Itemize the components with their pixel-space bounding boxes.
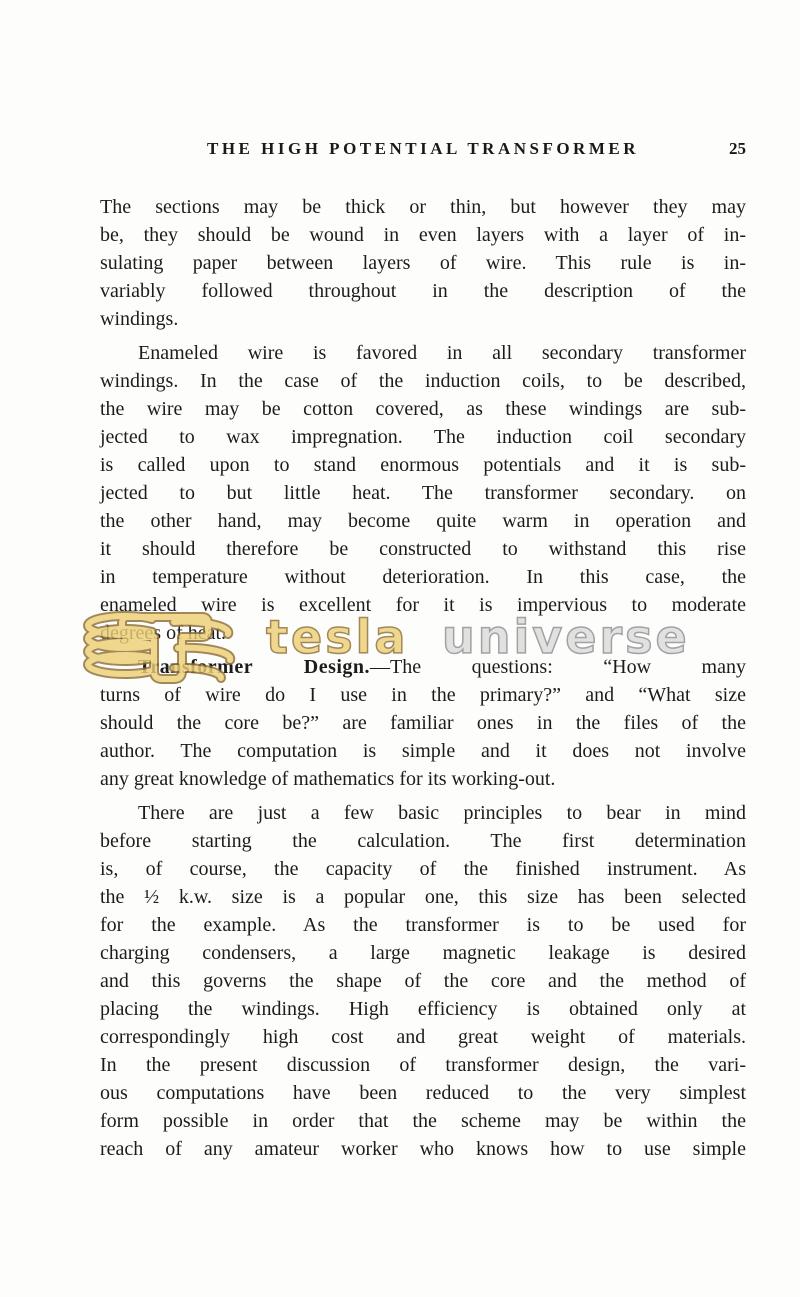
watermark-tesla-text: tesla: [266, 610, 409, 664]
text-line: The sections may be thick or thin, but however they may: [100, 196, 746, 218]
page-number: 25: [729, 139, 746, 158]
text-line: be, they should be wound in even layers with a layer of in-: [100, 224, 746, 246]
text-line: enameled wire is excellent for it is impervious to moderate: [100, 594, 746, 616]
text-line: ous computations have been reduced to the very simplest: [100, 1082, 746, 1104]
text-line: There are just a few basic principles to bear in mind: [138, 802, 746, 824]
text-line: it should therefore be constructed to withstand this rise: [100, 538, 746, 560]
text-line: jected to wax impregnation. The induction coil secondary: [100, 426, 746, 448]
text-line: is, of course, the capacity of the finished instrument. As: [100, 858, 746, 880]
text-line: placing the windings. High efficiency is obtained only at: [100, 998, 746, 1020]
text-line: jected to but little heat. The transformer secondary. on: [100, 482, 746, 504]
text-line: correspondingly high cost and great weight of materials.: [100, 1026, 746, 1048]
paragraph: [100, 193, 746, 333]
paragraph: [100, 653, 746, 793]
text-line: any great knowledge of mathematics for its working-out.: [100, 768, 556, 790]
text-line: reach of any amateur worker who knows how to use simple: [100, 1138, 746, 1160]
page-text: [100, 193, 746, 1169]
paragraph: [100, 799, 746, 1163]
text-line: Transformer Design.—The questions: “How many: [138, 656, 746, 678]
text-line: author. The computation is simple and it does not involve: [100, 740, 746, 762]
bold-lead: Transformer Design.: [138, 656, 371, 678]
text-line: turns of wire do I use in the primary?” and “What size: [100, 684, 746, 706]
text-line: the other hand, may become quite warm in operation and: [100, 510, 746, 532]
text-line: the ½ k.w. size is a popular one, this size has been selected: [100, 886, 746, 908]
text-line: charging condensers, a large magnetic leakage is desired: [100, 942, 746, 964]
text-line: for the example. As the transformer is to be used for: [100, 914, 746, 936]
text-line: and this governs the shape of the core and the method of: [100, 970, 746, 992]
page-header: [100, 139, 746, 163]
text-line: degrees of heat.: [100, 622, 227, 644]
text-line: windings.: [100, 308, 179, 330]
text-line: windings. In the case of the induction coils, to be described,: [100, 370, 746, 392]
text-line: sulating paper between layers of wire. This rule is in-: [100, 252, 746, 274]
text-line: In the present discussion of transformer design, the vari-: [100, 1054, 746, 1076]
text-line: Enameled wire is favored in all secondary transformer: [138, 342, 746, 364]
text-line: should the core be?” are familiar ones in the files of the: [100, 712, 746, 734]
text-line: variably followed throughout in the description of the: [100, 280, 746, 302]
page-title: THE HIGH POTENTIAL TRANSFORMER: [207, 139, 639, 158]
paragraph: [100, 339, 746, 647]
text-line: in temperature without deterioration. In this case, the: [100, 566, 746, 588]
text-line: the wire may be cotton covered, as these windings are sub-: [100, 398, 746, 420]
text-line: is called upon to stand enormous potentials and it is sub-: [100, 454, 746, 476]
text-line: before starting the calculation. The first determination: [100, 830, 746, 852]
text-line: form possible in order that the scheme may be within the: [100, 1110, 746, 1132]
watermark-universe-text: universe: [442, 610, 690, 664]
